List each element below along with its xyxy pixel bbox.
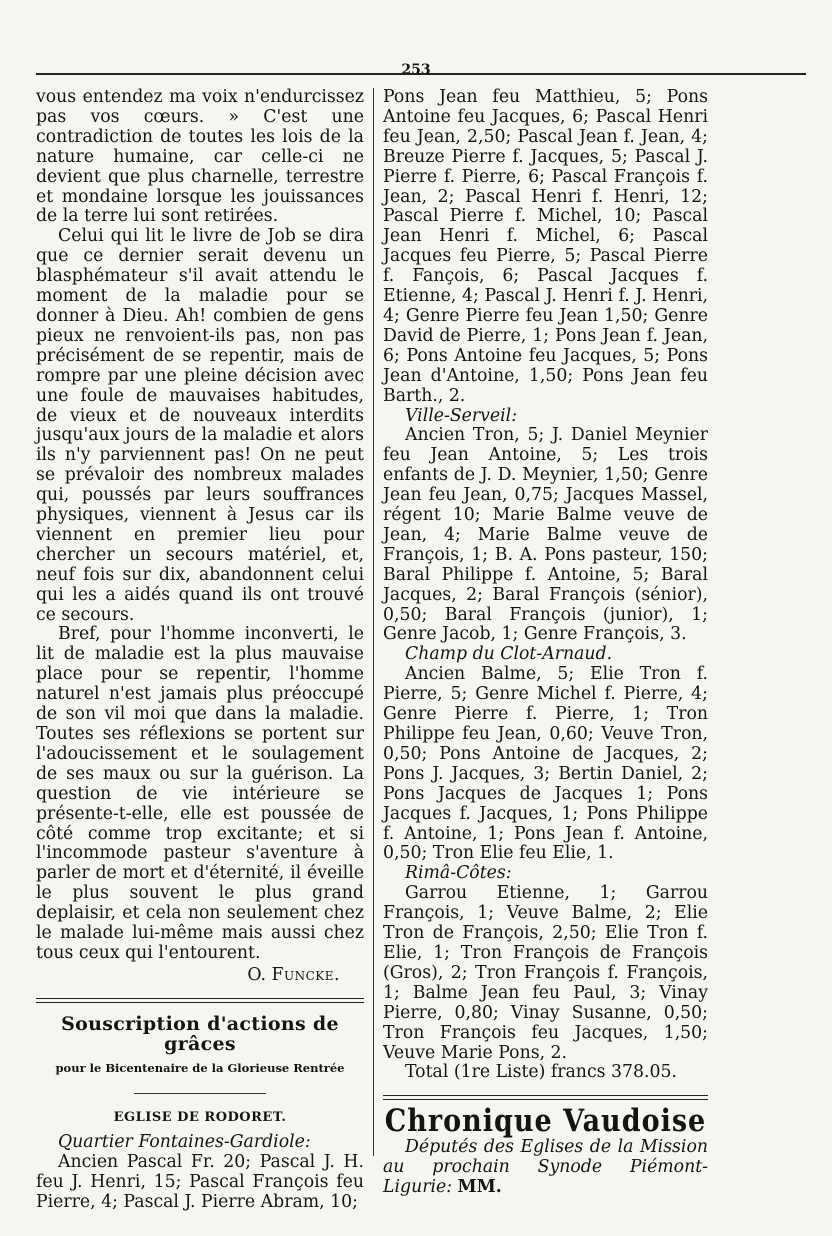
page-number: 253	[401, 62, 431, 78]
rima-list: Garrou Etienne, 1; Garrou François, 1; Veuve Balme, 2; Elie Tron de François, 2,50; Elie Tron f. Elie, 1; Tron François de François (Gros), 2; Tron François f. François, 1; Balme Jean feu Paul, 3; Vinay Pierre, 0,80; Vinay Susanne, 0,50; Tron François feu Jacques, 1,50; Veuve Marie Pons, 2.	[383, 883, 708, 1063]
paragraph-2: Celui qui lit le livre de Job se dira que ce dernier serait devenu un blasphémateur s'il avait attendu le moment de la maladie pour se donner à Dieu. Ah! combien de gens pieux ne renvoient-ils pas, non pas précisément de se repentir, mais de rompre par une pleine décision avec une foule de mauvaises habitudes, de vieux et de nouveaux interdits jusqu'aux jours de la maladie et alors ils n'y parviennent pas! On ne peut se prévaloir des nombreux malades qui, poussés par leurs souffrances physiques, viennent à Jesus car ils viennent en premier lieu pour chercher un secours matériel, et, neuf fois sur dix, abandonnent celui qui les a aidés quand ils ont trouvé ce secours.	[36, 226, 364, 625]
champ-list: Ancien Balme, 5; Elie Tron f. Pierre, 5; Genre Michel f. Pierre, 4; Genre Pierre f. Pierre, 1; Tron Philippe feu Jean, 0,60; Veuve Tron, 0,50; Pons Antoine de Jacques, 2; Pons J. Jacques, 3; Bertin Daniel, 2; Pons Jacques de Jacques 1; Pons Jacques f. Jacques, 1; Pons Philippe f. Antoine, 1; Pons Jean f. Antoine, 0,50; Tron Elie feu Elie, 1.	[383, 664, 708, 864]
short-divider	[134, 1093, 265, 1094]
column-divider	[373, 88, 374, 1156]
paragraph-1: vous entendez ma voix n'endurcissez pas vos cœurs. » C'est une contradiction de toutes les lois de la nature humaine, car celle-ci ne devient que plus charnelle, terrestre et mondaine lorsque les jouissances de la terre lui sont retirées.	[36, 87, 364, 227]
quarter-heading: Quartier Fontaines-Gardiole:	[58, 1132, 311, 1153]
deputes-mm: MM.	[457, 1177, 502, 1198]
ville-heading: Ville-Serveil:	[405, 405, 518, 426]
total-line: Total (1re Liste) francs 378.05.	[405, 1062, 677, 1083]
chronique-title: Chronique Vaudoise	[384, 1103, 707, 1140]
signature-initial: O.	[247, 964, 266, 985]
right-column	[383, 88, 708, 1198]
signature	[36, 966, 364, 986]
continued-list: Pons Jean feu Matthieu, 5; Pons Antoine feu Jacques, 6; Pascal Henri feu Jean, 2,50; Pascal Jean f. Jean, 4; Breuze Pierre f. Jacques, 5; Pascal J. Pierre f. Pierre, 6; Pascal François f. Jean, 2; Pascal Henri f. Henri, 12; Pascal Pierre f. Michel, 10; Pascal Jean Henri f. Michel, 6; Pascal Jacques feu Pierre, 5; Pascal Pierre f. Fançois, 6; Pascal Jacques f. Etienne, 4; Pascal J. Henri f. J. Henri, 4; Genre Pierre feu Jean 1,50; Genre David de Pierre, 1; Pons Jean f. Jean, 6; Pons Antoine feu Jacques, 5; Pons Jean d'Antoine, 1,50; Pons Jean feu Barth., 2.	[383, 87, 708, 406]
header-rule	[36, 73, 806, 75]
deputes-line	[383, 1138, 708, 1198]
rima-heading: Rimâ-Côtes:	[405, 863, 512, 884]
ville-list: Ancien Tron, 5; J. Daniel Meynier feu Jean Antoine, 5; Les trois enfants de J. D. Meynier, 1,50; Genre Jean feu Jean, 0,75; Jacques Massel, régent 10; Marie Balme veuve de Jean, 4; Marie Balme veuve de François, 1; B. A. Pons pasteur, 150; Baral Philippe f. Antoine, 5; Baral Jacques, 2; Baral François (sénior), 0,50; Baral François (junior), 1; Genre Jacob, 1; Genre François, 3.	[383, 425, 708, 645]
champ-heading: Champ du Clot-Arnaud.	[405, 644, 613, 665]
quarter-text: Ancien Pascal Fr. 20; Pascal J. H. feu J. Henri, 15; Pascal François feu Pierre, 4; Pascal J. Pierre Abram, 10;	[36, 1152, 364, 1213]
chronique-divider	[383, 1095, 708, 1100]
paragraph-3: Bref, pour l'homme inconverti, le lit de maladie est la plus mauvaise place pour se repentir, l'homme naturel n'est jamais plus préoccupé de son vil moi que dans la maladie. Toutes ses réflexions se portent sur l'adoucissement et le soulagement de ses maux ou sur la guérison. La question de vie intérieure se présente-t-elle, elle est poussée de côté comme trop excitante; et si l'incommode pasteur s'aventure à parler de mort et d'éternité, il éveille le plus souvent le plus grand deplaisir, et cela non seulement chez le malade lui-même mais aussi chez tous ceux qui l'entourent.	[36, 624, 364, 963]
section-subtitle: pour le Bicentenaire de la Glorieuse Rentrée	[55, 1060, 345, 1075]
section-title: Souscription d'actions de grâces	[61, 1012, 339, 1055]
signature-name: Funcke.	[271, 964, 340, 985]
church-heading: EGLISE DE RODORET.	[113, 1109, 287, 1125]
deputes-text: Députés des Eglises de la Mission au prochain Synode Piémont-Ligurie:	[383, 1137, 708, 1198]
left-column	[36, 88, 364, 1213]
section-divider	[36, 998, 364, 1003]
